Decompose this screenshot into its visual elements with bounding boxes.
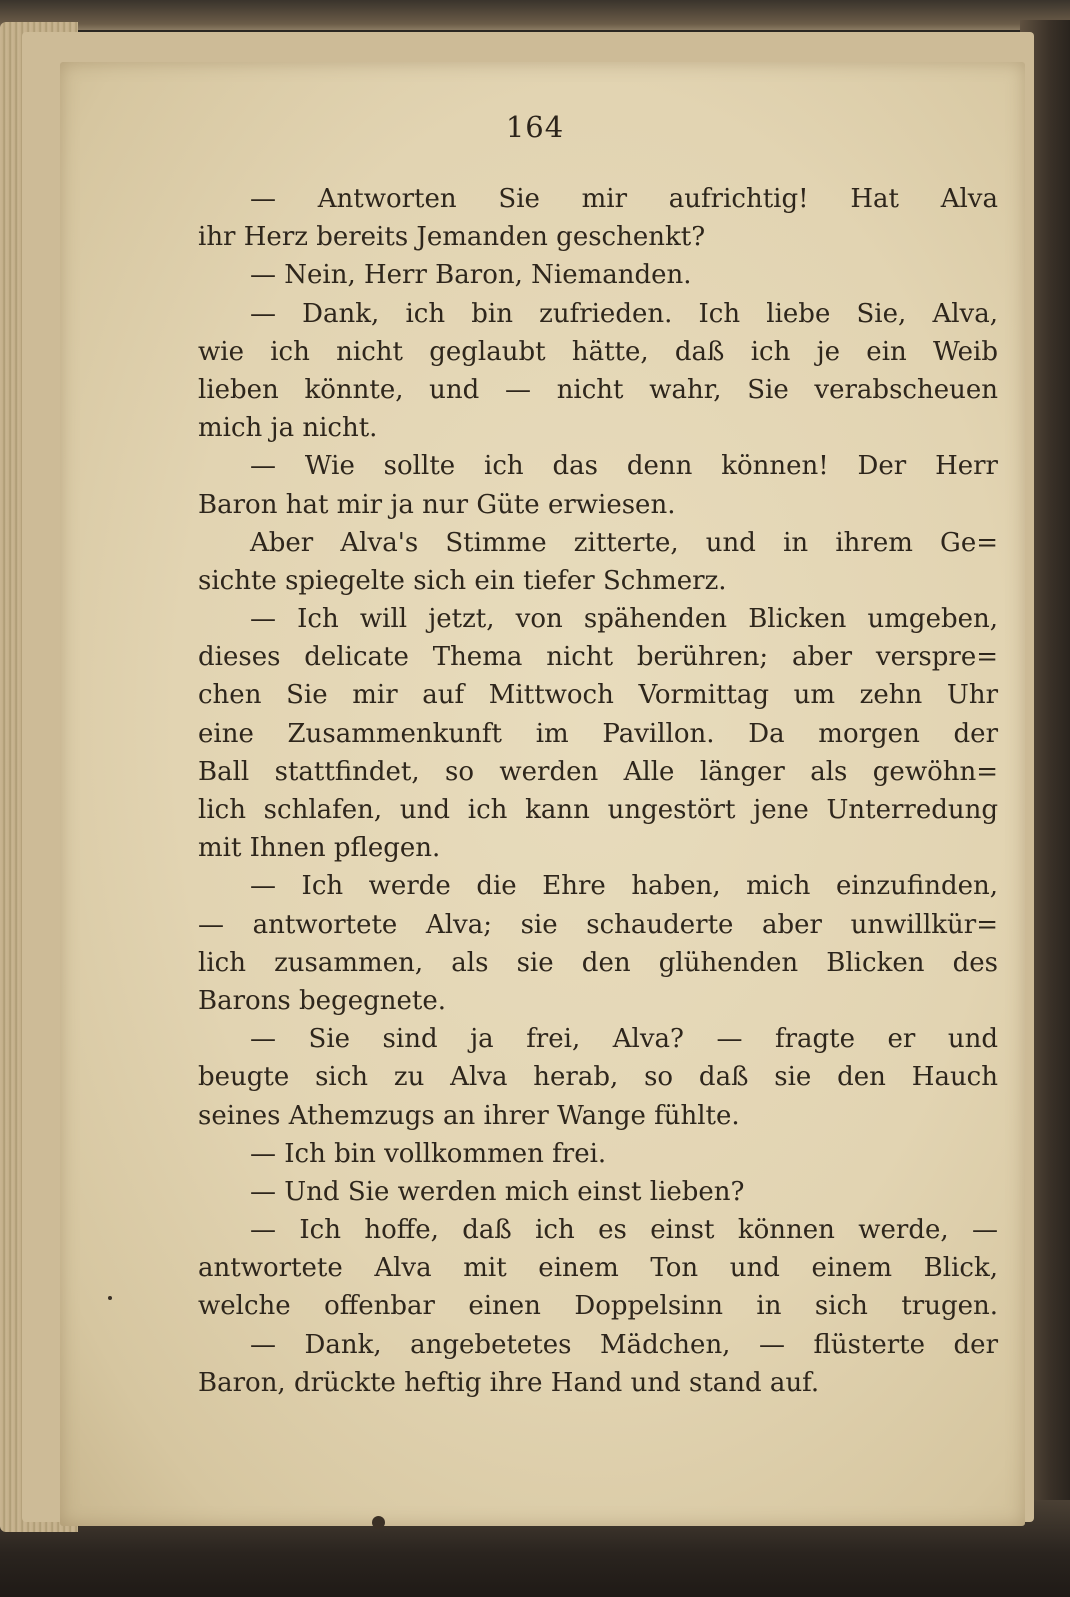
text-line: — Antworten Sie mir aufrichtig! Hat Alva	[250, 184, 998, 214]
text-line: dieses delicate Thema nicht berühren; aber verspre=	[198, 642, 998, 673]
ink-speck	[108, 1296, 112, 1300]
text-line: — Wie sollte ich das denn können! Der Herr	[250, 451, 998, 482]
ink-speck	[372, 1516, 385, 1529]
text-line: — Ich will jetzt, von spähenden Blicken umgeben,	[250, 604, 998, 635]
text-line: — Dank, angebetetes Mädchen, — flüsterte der	[250, 1329, 998, 1360]
text-line: Baron hat mir ja nur Güte erwiesen.	[198, 489, 676, 520]
text-line: antwortete Alva mit einem Ton und einem Blick,	[198, 1253, 998, 1284]
text-line: Aber Alva's Stimme zitterte, und in ihrem Ge=	[250, 527, 998, 558]
text-line: chen Sie mir auf Mittwoch Vormittag um zehn Uhr	[198, 680, 998, 711]
text-line: Ball stattfindet, so werden Alle länger als gewöhn=	[198, 756, 998, 787]
body-text	[198, 180, 998, 1402]
text-line: — Sie sind ja frei, Alva? — fragte er und	[250, 1024, 998, 1055]
text-line: — Ich hoffe, daß ich es einst können werde, —	[250, 1215, 998, 1246]
text-line: lich zusammen, als sie den glühenden Blicken des	[198, 947, 998, 978]
text-line: wie ich nicht geglaubt hätte, daß ich je ein Weib	[198, 336, 998, 367]
text-line: — Und Sie werden mich einst lieben?	[250, 1176, 745, 1207]
text-line: mich ja nicht.	[198, 413, 378, 444]
book-top-edge	[0, 0, 1070, 30]
text-line: — Ich werde die Ehre haben, mich einzufinden,	[250, 871, 998, 902]
text-line: lich schlafen, und ich kann ungestört jene Unterredung	[198, 795, 998, 825]
text-line: ihr Herz bereits Jemanden geschenkt?	[198, 222, 706, 253]
text-line: mit Ihnen pflegen.	[198, 833, 441, 864]
text-line: — Ich bin vollkommen frei.	[250, 1138, 607, 1169]
text-line: Barons begegnete.	[198, 985, 446, 1016]
text-line: seines Athemzugs an ihrer Wange fühlte.	[198, 1100, 740, 1131]
page-number: 164	[505, 110, 565, 144]
text-line: — antwortete Alva; sie schauderte aber unwillkür=	[198, 909, 998, 940]
text-line: — Nein, Herr Baron, Niemanden.	[250, 260, 692, 291]
text-line: lieben könnte, und — nicht wahr, Sie verabscheuen	[198, 374, 998, 405]
text-line: sichte spiegelte sich ein tiefer Schmerz.	[198, 565, 727, 596]
text-line: — Dank, ich bin zufrieden. Ich liebe Sie, Alva,	[250, 298, 998, 329]
text-line: eine Zusammenkunft im Pavillon. Da morgen der	[198, 718, 998, 749]
text-line: beugte sich zu Alva herab, so daß sie den Hauch	[198, 1062, 998, 1093]
text-line: welche offenbar einen Doppelsinn in sich trugen.	[198, 1291, 998, 1322]
text-line: Baron, drückte heftig ihre Hand und stand auf.	[198, 1367, 820, 1398]
